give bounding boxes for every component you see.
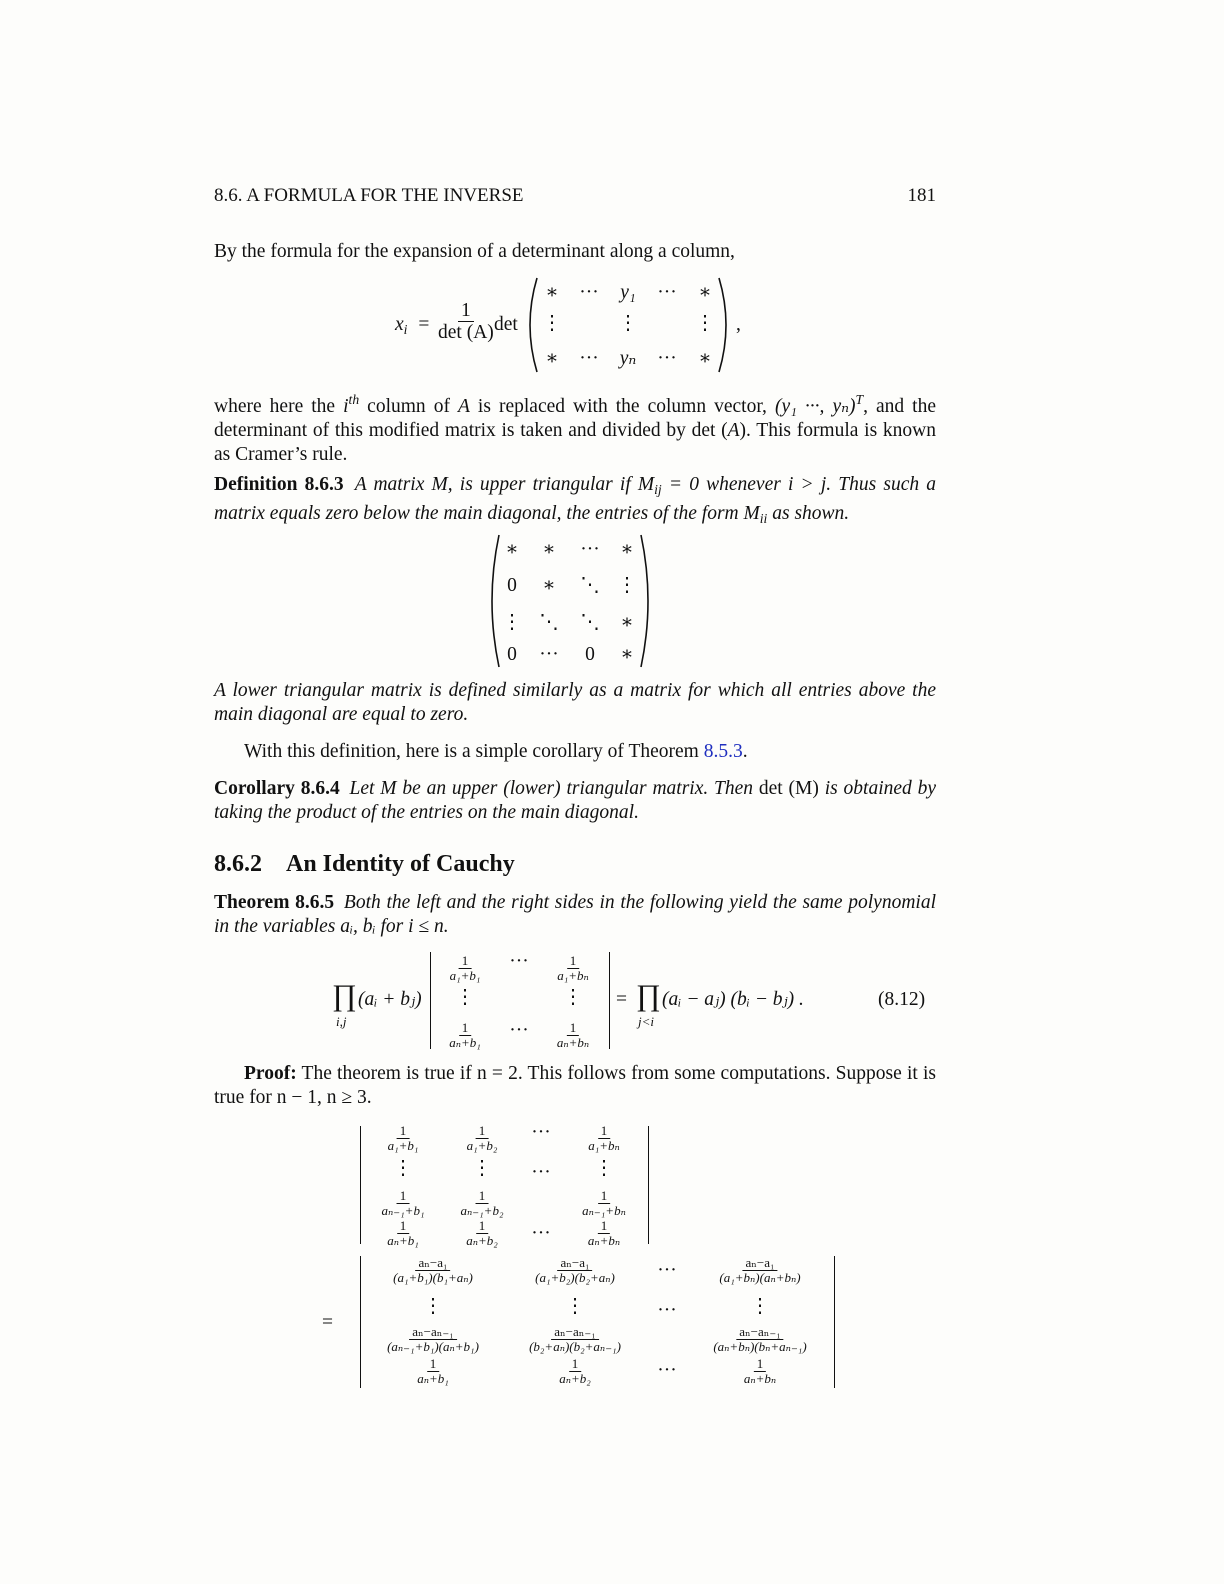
cauchy-det-right-bar (609, 952, 610, 1049)
upper-matrix-right-paren (638, 533, 656, 669)
det2-cell (532, 1256, 618, 1284)
cramer-comma: , (736, 314, 741, 335)
cauchy-cell (447, 954, 484, 982)
cramer-matrix-cell: ··· (657, 348, 677, 369)
upper-matrix-cell: ⋱ (580, 575, 600, 596)
cramer-fraction: $\frac{1}{\det (A)}$ (438, 300, 494, 344)
det2-cell (414, 1357, 452, 1385)
cauchy-dots: ··· (509, 951, 529, 972)
fraction-numerator: 1 (567, 1021, 580, 1036)
right-product-index: j<i (638, 1014, 654, 1029)
fraction-denominator: a₁+b₁ (449, 967, 481, 983)
fraction-numerator: aₙ−aₙ₋₁ (551, 1325, 599, 1340)
cramer-matrix-cell: y₁ (620, 282, 636, 303)
cramer-matrix-cell: ··· (657, 282, 677, 303)
left-product-symbol: ∏ (332, 979, 357, 1012)
fraction-denominator: aₙ+bₙ (587, 1232, 621, 1248)
cramer-matrix-cell: ⋮ (542, 313, 562, 334)
fraction-denominator: aₙ+b₁ (417, 1370, 449, 1386)
upper-matrix-cell: ∗ (620, 539, 634, 560)
proof-label: Proof: (244, 1063, 297, 1084)
det1-cell (384, 1219, 422, 1247)
fraction-numerator: 1 (397, 1219, 410, 1234)
equation-number: (8.12) (878, 989, 926, 1010)
corollary-label: Corollary 8.6.4 (214, 778, 340, 799)
det1-right-bar (648, 1126, 649, 1244)
upper-matrix-cell: ∗ (620, 644, 634, 665)
det1-cell (385, 1124, 422, 1152)
det2-left-bar (360, 1256, 361, 1388)
upper-matrix-cell: ··· (539, 644, 559, 665)
det1-cell (585, 1219, 623, 1247)
cramer-left-paren (522, 276, 540, 374)
fraction-numerator: 1 (567, 954, 580, 969)
left-product-factor: (aᵢ + bⱼ) (358, 989, 422, 1010)
running-head-section: 8.6. A FORMULA FOR THE INVERSE (214, 185, 524, 206)
cauchy-cell (446, 1021, 484, 1049)
upper-matrix-cell: ··· (580, 539, 600, 560)
cramer-matrix-cell: ⋮ (618, 313, 638, 334)
section-title: An Identity of Cauchy (286, 851, 515, 877)
upper-matrix-cell: ⋮ (617, 575, 637, 596)
fraction-numerator: 1 (459, 954, 472, 969)
fraction-denominator: aₙ₋₁+b₁ (381, 1202, 425, 1218)
det2-cell (741, 1357, 779, 1385)
cramer-det-word: det (494, 314, 518, 335)
cramer-explanation: where here the $i^{th}$ column of A is replaced with the column vector, (y₁ ···, yₙ)$^T$, and the determinant of this modified matrix is taken and divided by det (A). This formula is known as Cramer’s rule. (214, 392, 937, 466)
upper-matrix-cell: 0 (507, 575, 517, 596)
lower-triangular-text: A lower triangular matrix is defined similarly as a matrix for which all entries above the main diagonal are equal to zero. (214, 680, 936, 725)
fraction-denominator: a₁+b₂ (466, 1137, 498, 1153)
page-number: 181 (907, 185, 936, 206)
fraction-denominator: aₙ+bₙ (743, 1370, 777, 1386)
det2-cell (526, 1325, 624, 1353)
cramer-matrix-cell: yₙ (619, 348, 637, 369)
det1-cell (379, 1189, 428, 1217)
det2-vdots: ⋮ (423, 1296, 443, 1317)
cramer-right-paren (716, 276, 734, 374)
section-number: 8.6.2 (214, 851, 262, 877)
det1-dots: ··· (531, 1122, 551, 1143)
definition-8-6-3: Definition 8.6.3 A matrix M, is upper triangular if $M_{ij} = 0$ whenever i > j. Thus such a matrix equals zero below the main diagonal, the entries of the form $M_{ii}$ as shown. (214, 474, 937, 527)
right-product-factor: (aᵢ − aⱼ) (bᵢ − bⱼ) . (662, 989, 804, 1010)
proof-paragraph: Proof: The theorem is true if n = 2. This follows from some computations. Suppose it is true for n − 1, n ≥ 3. (214, 1063, 936, 1108)
upper-matrix-cell: ⋱ (580, 612, 600, 633)
cramer-matrix-cell: ∗ (545, 282, 559, 303)
cauchy-det-left-bar (430, 952, 431, 1049)
fraction-denominator: a₁+bₙ (557, 967, 589, 983)
det2-cell (556, 1357, 594, 1385)
theorem-label: Theorem 8.6.5 (214, 892, 335, 913)
fraction-denominator: aₙ+b₁ (387, 1232, 419, 1248)
fraction-numerator: 1 (598, 1124, 611, 1139)
cauchy-cell (554, 1021, 592, 1049)
det1-dots: ··· (531, 1223, 551, 1244)
det2-equals: = (322, 1312, 333, 1333)
det1-cell (458, 1189, 507, 1217)
det2-right-bar (834, 1256, 835, 1388)
fraction-numerator: 1 (427, 1357, 440, 1372)
fraction-denominator: aₙ₋₁+bₙ (582, 1202, 626, 1218)
fraction-numerator: 1 (459, 1021, 472, 1036)
upper-matrix-cell: ∗ (542, 539, 556, 560)
upper-matrix-cell: 0 (507, 644, 517, 665)
right-product-symbol: ∏ (636, 979, 661, 1012)
fraction-denominator: aₙ+b₂ (559, 1370, 591, 1386)
cauchy-vdots: ⋮ (455, 987, 475, 1008)
det2-cell (384, 1325, 482, 1353)
upper-matrix-left-paren (484, 533, 502, 669)
det2-vdots: ⋮ (750, 1296, 770, 1317)
fraction-denominator: (a₁+b₁)(b₁+aₙ) (393, 1269, 473, 1285)
definition-label: Definition 8.6.3 (214, 474, 344, 495)
det2-cell (390, 1256, 476, 1284)
left-product-index: i,j (336, 1014, 347, 1029)
corollary-8-6-4: Corollary 8.6.4 Let M be an upper (lower) triangular matrix. Then det (M) is obtained by taking the product of the entries on the main diagonal. (214, 778, 936, 823)
fraction-numerator: 1 (598, 1189, 611, 1204)
intro-paragraph: By the formula for the expansion of a determinant along a column, (214, 241, 735, 262)
det1-vdots: ⋮ (594, 1158, 614, 1179)
upper-matrix-cell: ⋱ (539, 612, 559, 633)
upper-matrix-cell: ∗ (505, 539, 519, 560)
fraction-numerator: aₙ−a₁ (415, 1256, 450, 1271)
cauchy-dots: ··· (509, 1020, 529, 1041)
cramer-matrix-cell: ··· (579, 348, 599, 369)
fraction-numerator: 1 (476, 1189, 489, 1204)
det2-dots: ··· (657, 1260, 677, 1281)
fraction-numerator: 1 (397, 1189, 410, 1204)
running-head (214, 185, 936, 207)
fraction-denominator: aₙ+b₁ (449, 1034, 481, 1050)
det1-vdots: ⋮ (472, 1158, 492, 1179)
cramer-matrix-cell: ∗ (698, 348, 712, 369)
fraction-numerator: 1 (569, 1357, 582, 1372)
cramer-matrix-cell: ∗ (698, 282, 712, 303)
fraction-denominator: aₙ₋₁+b₂ (460, 1202, 504, 1218)
det1-cell (579, 1189, 629, 1217)
fraction-numerator: aₙ−aₙ₋₁ (409, 1325, 457, 1340)
det1-cell (464, 1124, 501, 1152)
fraction-numerator: aₙ−aₙ₋₁ (736, 1325, 784, 1340)
det1-left-bar (360, 1126, 361, 1244)
det2-cell (716, 1256, 803, 1284)
cramer-matrix-cell: ··· (579, 282, 599, 303)
det1-vdots: ⋮ (393, 1158, 413, 1179)
det1-cell (463, 1219, 501, 1247)
det2-dots: ··· (657, 1300, 677, 1321)
cramer-lhs: $x_i$ = (395, 314, 430, 338)
theorem-8-6-5: Theorem 8.6.5 Both the left and the right sides in the following yield the same polynomial in the variables aᵢ, bᵢ for i ≤ n. (214, 892, 936, 937)
upper-matrix-cell: 0 (585, 644, 595, 665)
fraction-denominator: (a₁+bₙ)(aₙ+bₙ) (719, 1269, 801, 1285)
fraction-numerator: 1 (598, 1219, 611, 1234)
fraction-denominator: (a₁+b₂)(b₂+aₙ) (535, 1269, 615, 1285)
cauchy-cell (554, 954, 592, 982)
fraction-denominator: (aₙ₋₁+b₁)(aₙ+b₁) (387, 1338, 479, 1354)
upper-matrix-cell: ⋮ (502, 612, 522, 633)
fraction-denominator: (b₂+aₙ)(b₂+aₙ₋₁) (529, 1338, 621, 1354)
fraction-denominator: a₁+b₁ (387, 1137, 419, 1153)
fraction-numerator: aₙ−a₁ (557, 1256, 592, 1271)
cramer-matrix-cell: ⋮ (695, 313, 715, 334)
cramer-matrix-cell: ∗ (545, 348, 559, 369)
det1-dots: ··· (531, 1162, 551, 1183)
fraction-numerator: 1 (476, 1124, 489, 1139)
section-heading (214, 851, 515, 878)
fraction-denominator: aₙ+b₂ (466, 1232, 498, 1248)
fraction-numerator: 1 (476, 1219, 489, 1234)
fraction-denominator: a₁+bₙ (588, 1137, 620, 1153)
det1-cell (585, 1124, 623, 1152)
fraction-numerator: 1 (397, 1124, 410, 1139)
theorem-8-5-3-link[interactable]: 8.5.3 (703, 741, 743, 762)
fraction-numerator: aₙ−a₁ (742, 1256, 777, 1271)
cauchy-equals: = (616, 989, 627, 1010)
upper-matrix-cell: ∗ (620, 612, 634, 633)
cauchy-vdots: ⋮ (563, 987, 583, 1008)
fraction-numerator: 1 (754, 1357, 767, 1372)
upper-matrix-cell: ∗ (542, 575, 556, 596)
det2-dots: ··· (657, 1360, 677, 1381)
fraction-denominator: aₙ+bₙ (556, 1034, 590, 1050)
fraction-denominator: (aₙ+bₙ)(bₙ+aₙ₋₁) (713, 1338, 807, 1354)
det2-vdots: ⋮ (565, 1296, 585, 1317)
det2-cell (710, 1325, 809, 1353)
corollary-intro: With this definition, here is a simple corollary of Theorem 8.5.3. (244, 741, 748, 762)
